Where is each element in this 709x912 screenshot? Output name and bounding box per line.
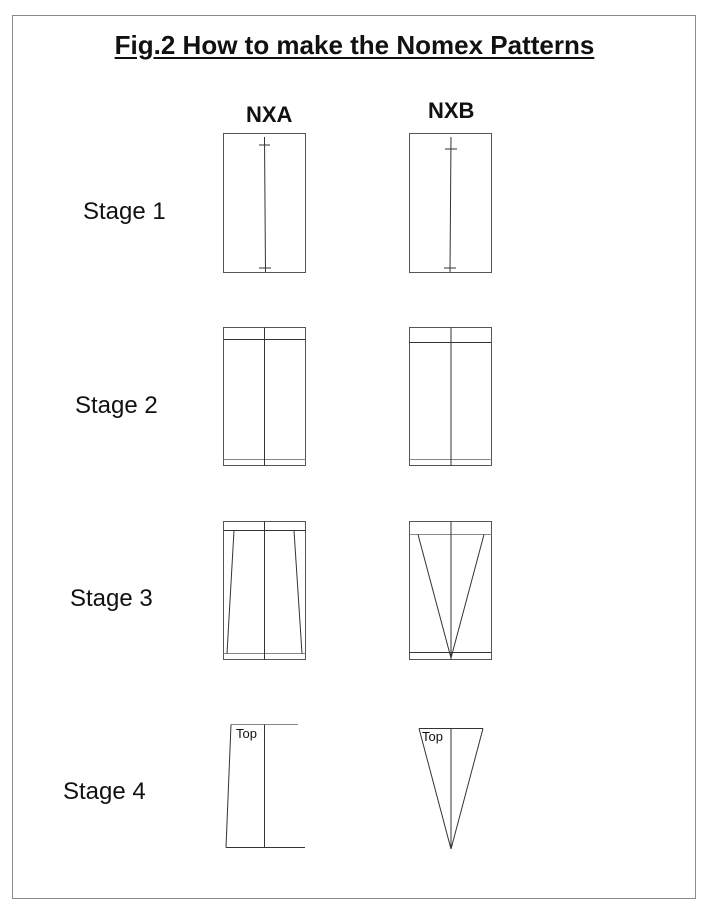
- stage-label-1: Stage 1: [83, 198, 166, 225]
- stage2-nxa-pattern: [224, 328, 306, 466]
- figure-title: Fig.2 How to make the Nomex Patterns: [114, 30, 595, 60]
- stage4-nxa-top-label: Top: [236, 726, 257, 741]
- stage2-nxb-pattern: [410, 328, 492, 466]
- stage-label-3: Stage 3: [70, 585, 153, 612]
- stage4-nxa-pattern: [226, 725, 305, 848]
- stage-label-4: Stage 4: [63, 778, 146, 805]
- stage3-nxb-pattern: [410, 522, 492, 660]
- stage1-nxa-pattern: [224, 134, 306, 273]
- stage4-nxb-top-label: Top: [422, 729, 443, 744]
- stage-label-2: Stage 2: [75, 392, 158, 419]
- stage4-nxb-pattern: [419, 729, 483, 850]
- column-label-nxb: NXB: [428, 98, 475, 123]
- stage3-nxa-pattern: [224, 522, 306, 660]
- stage1-nxb-pattern: [410, 134, 492, 273]
- column-label-nxa: NXA: [246, 102, 293, 127]
